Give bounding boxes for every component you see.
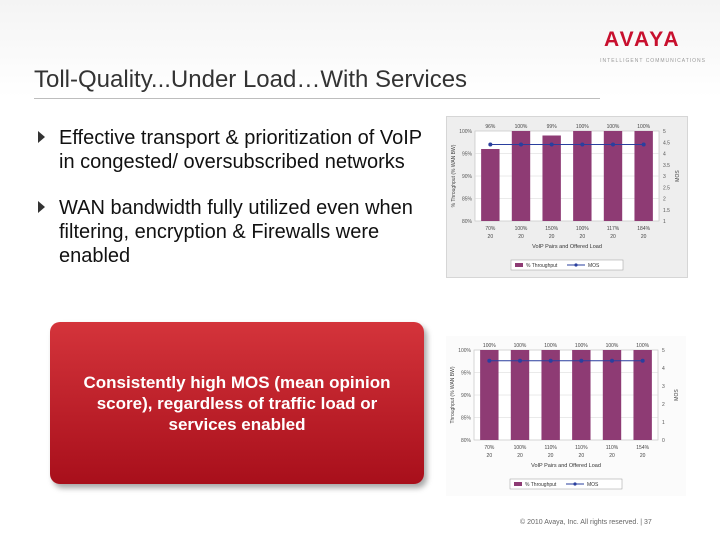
load-label: 117% (606, 226, 620, 232)
mos-point (579, 359, 583, 363)
y2-tick-label: 4.5 (663, 140, 670, 147)
x-category-label: 20 (640, 234, 647, 240)
slide-title: Toll-Quality...Under Load…With Services (34, 66, 468, 93)
y2-tick-label: 2 (663, 196, 666, 203)
y2-tick-label: 1.5 (663, 207, 670, 214)
x-category-label: 20 (579, 234, 586, 240)
bar-value-label: 100% (544, 343, 558, 349)
throughput-bar (572, 350, 590, 440)
x-category-label: 20 (517, 453, 523, 459)
bar-value-label: 99% (546, 124, 557, 130)
throughput-bar (633, 350, 651, 440)
load-label: 150% (545, 226, 559, 232)
x-category-label: 20 (487, 234, 494, 240)
throughput-bar (481, 149, 499, 221)
throughput-bar (542, 136, 560, 222)
bullet-item (38, 196, 438, 268)
y-tick-label: 80% (460, 438, 471, 444)
bullet-arrow-icon (38, 201, 45, 213)
load-label: 70% (485, 226, 496, 232)
bar-value-label: 100% (514, 124, 528, 130)
y-axis-label: % Throughput (% WAN BW) (451, 144, 457, 208)
bar-value-label: 100% (605, 343, 619, 349)
y2-axis-label: MOS (675, 170, 681, 182)
y2-tick-label: 0 (662, 438, 665, 444)
legend-label-mos: MOS (588, 263, 600, 269)
x-category-label: 20 (486, 453, 493, 459)
load-label: 184% (637, 226, 651, 232)
load-label: 110% (575, 445, 588, 451)
y-tick-label: 85% (461, 196, 472, 203)
footer-copyright: © 2010 Avaya, Inc. All rights reserved. | 37 (520, 519, 652, 526)
mos-point (487, 359, 491, 363)
x-category-label: 20 (518, 234, 524, 240)
legend-marker-mos (573, 482, 576, 485)
load-label: 154% (636, 445, 650, 451)
bullet-item (38, 126, 438, 174)
bullet-list (38, 126, 438, 290)
y2-tick-label: 5 (663, 129, 666, 135)
mos-point (550, 143, 554, 147)
legend-swatch-throughput (515, 263, 523, 267)
throughput-bar (603, 350, 621, 440)
bar-value-label: 96% (485, 124, 496, 130)
load-label: 110% (544, 445, 557, 451)
y-tick-label: 85% (460, 415, 471, 422)
y2-tick-label: 3.5 (663, 162, 670, 169)
legend-marker-mos (574, 263, 577, 266)
x-category-label: 20 (547, 453, 554, 459)
y2-tick-label: 1 (663, 219, 666, 225)
y2-tick-label: 1 (662, 420, 665, 426)
x-category-label: 20 (578, 453, 585, 459)
mos-point (580, 143, 584, 147)
throughput-bar (541, 350, 559, 440)
avaya-logo: AVAYA (604, 28, 681, 51)
bar-value-label: 100% (606, 124, 620, 130)
mos-point (518, 359, 522, 363)
load-label: 100% (513, 445, 527, 451)
bullet-text: WAN bandwidth fully utilized even when filtering, encryption & Firewalls were enabled (59, 197, 413, 267)
throughput-bar (511, 350, 529, 440)
callout-text: Consistently high MOS (mean opinion score), regardless of traffic load or services enabled (83, 372, 391, 434)
x-category-label: 20 (548, 234, 555, 240)
x-axis-label: VoIP Pairs and Offered Load (532, 244, 602, 250)
load-label: 110% (605, 445, 619, 451)
legend-label-throughput: % Throughput (525, 482, 557, 488)
y-tick-label: 80% (461, 219, 472, 225)
load-label: 100% (514, 226, 528, 232)
y-tick-label: 95% (461, 151, 472, 158)
bar-value-label: 100% (574, 343, 588, 349)
mos-point (641, 359, 645, 363)
bar-value-label: 100% (482, 343, 496, 349)
y2-tick-label: 3 (663, 174, 666, 180)
bar-value-label: 100% (575, 124, 589, 130)
x-axis-label: VoIP Pairs and Offered Load (531, 463, 601, 469)
mos-point (611, 143, 615, 147)
chart-throughput-mos-1 (446, 116, 688, 278)
bullet-arrow-icon (38, 131, 45, 143)
x-category-label: 20 (610, 234, 616, 240)
chart-svg-2 (446, 336, 686, 496)
x-category-label: 20 (639, 453, 646, 459)
y2-tick-label: 4 (662, 366, 665, 372)
y-tick-label: 100% (459, 129, 472, 135)
y-tick-label: 95% (460, 370, 471, 377)
bar-value-label: 100% (513, 343, 527, 349)
load-label: 100% (575, 226, 589, 232)
bar-value-label: 100% (636, 343, 650, 349)
y2-tick-label: 5 (662, 348, 665, 354)
y-tick-label: 90% (460, 393, 471, 399)
y-tick-label: 90% (461, 174, 472, 180)
y-tick-label: 100% (458, 348, 471, 354)
legend-label-mos: MOS (587, 482, 599, 488)
chart-svg-1 (447, 117, 687, 277)
callout-box (50, 322, 424, 484)
mos-point (610, 359, 614, 363)
y2-tick-label: 3 (662, 384, 665, 390)
y-axis-label: Throughput (% WAN BW) (450, 366, 456, 424)
y2-tick-label: 2 (662, 402, 665, 408)
bullet-text: Effective transport & prioritization of VoIP in congested/ oversubscribed networks (59, 127, 422, 173)
bar-value-label: 100% (637, 124, 651, 130)
logo-tagline: INTELLIGENT COMMUNICATIONS (600, 58, 706, 64)
throughput-bar (480, 350, 498, 440)
y2-tick-label: 2.5 (663, 185, 670, 192)
title-divider (34, 98, 600, 99)
y2-tick-label: 4 (663, 151, 666, 158)
legend-label-throughput: % Throughput (526, 263, 558, 269)
x-category-label: 20 (609, 453, 615, 459)
mos-point (519, 143, 523, 147)
mos-point (488, 143, 492, 147)
chart-throughput-mos-2 (446, 336, 686, 496)
legend-swatch-throughput (514, 482, 522, 486)
mos-point (549, 359, 553, 363)
load-label: 70% (484, 445, 495, 451)
y2-axis-label: MOS (674, 389, 680, 401)
mos-point (642, 143, 646, 147)
